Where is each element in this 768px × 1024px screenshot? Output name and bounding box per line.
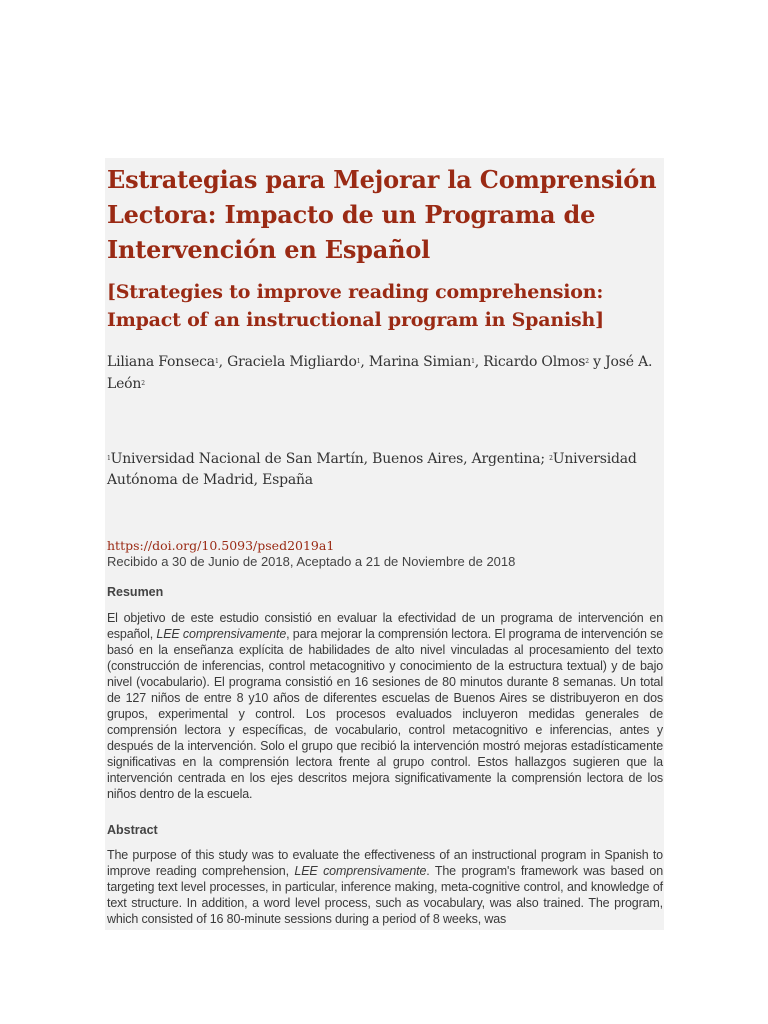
abstract-heading: Abstract xyxy=(107,823,158,837)
author: Liliana Fonseca$^1$, xyxy=(107,354,228,370)
abstract-text: The purpose of this study was to evaluate the effectiveness of an instructional program in Spanish to improve reading comprehension, LEE comprensivamente. The program's framework was based on targeting text level processes, in particular, inference making, meta-cognitive control, and knowledge of text structure. In addition, a word level process, such as vocabulary, was also trained. The program, which consisted of 16 80-minute sessions during a period of 8 weeks, was xyxy=(107,848,664,926)
resumen-heading: Resumen xyxy=(107,585,164,599)
affiliations xyxy=(107,448,663,491)
author: Graciela Migliardo$^1$, xyxy=(227,354,369,370)
received-accepted-dates: Recibido a 30 de Junio de 2018, Aceptado a 21 de Noviembre de 2018 xyxy=(107,554,516,569)
affiliation: $^1$Universidad Nacional de San Martín, Buenos Aires, Argentina; xyxy=(107,451,550,467)
author: Marina Simian$^1$, xyxy=(368,354,484,370)
author-list xyxy=(107,351,663,395)
affiliation: $^2$Universidad Autónoma de Madrid, España xyxy=(107,451,637,488)
author: José A. León$^2$ xyxy=(107,354,653,392)
author: Ricardo Olmos$^2$ y xyxy=(483,354,606,370)
resumen-text: El objetivo de este estudio consistió en evaluar la efectividad de un programa de intervención en español, LEE comprensivamente, para mejorar la comprensión lectora. El programa de intervención se basó en la enseñanza explícita de habilidades de alto nivel vinculadas al procesamiento del texto (construcción de inferencias, control metacognitivo y conocimiento de la estructura textual) y de bajo nivel (vocabulario). El programa consistió en 16 sesiones de 80 minutos durante 8 semanas. Un total de 127 niños de entre 8 y10 años de diferentes escuelas de Buenos Aires se distribuyeron en dos grupos, experimental y control. Los procesos evaluados incluyeron medidas generales de comprensión lectora y específicas, de vocabulario, control metacognitivo e inferencias, antes y después de la intervención. Solo el grupo que recibió la intervención mostró mejoras estadísticamente significativas en la comprensión lectora frente al grupo control. Estos hallazgos sugieren que la intervención centrada en los ejes descritos mejora significativamente la comprensión lectora de los niños dentro de la escuela. xyxy=(107,611,663,801)
article-page xyxy=(105,158,664,930)
title-spanish: Estrategias para Mejorar la Comprensión Lectora: Impacto de un Programa de Intervención en Español xyxy=(107,165,657,264)
doi-link[interactable]: https://doi.org/10.5093/psed2019a1 xyxy=(107,538,335,553)
title-english: [Strategies to improve reading comprehension: Impact of an instructional program in Spanish] xyxy=(107,281,604,331)
